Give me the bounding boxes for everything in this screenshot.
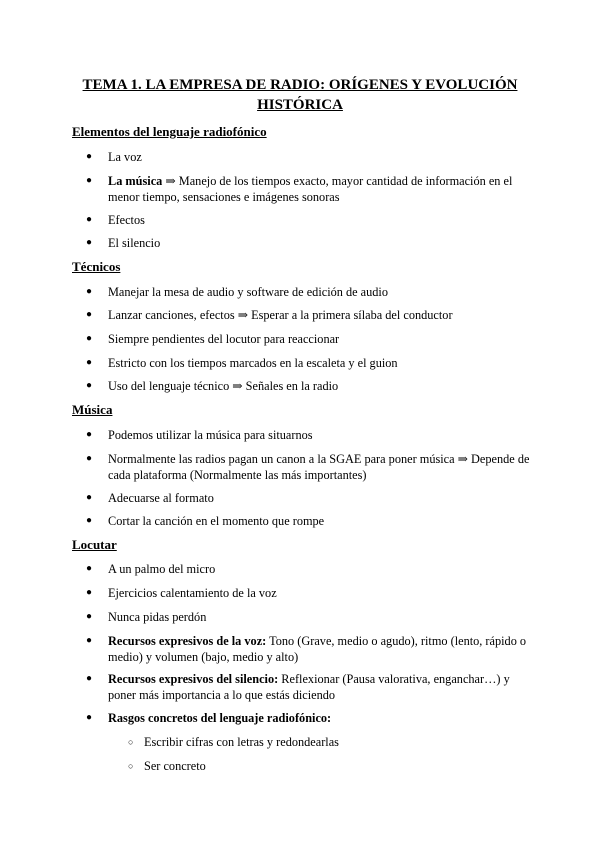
heading-locutar: Locutar xyxy=(72,537,117,552)
bullet-icon: ● xyxy=(86,429,93,440)
list-item-efectos: ● Efectos xyxy=(86,213,145,227)
bullet-icon: ● xyxy=(86,492,93,503)
list-item-recursos-voz: ● Recursos expresivos de la voz: Tono (Grave, medio o agudo), ritmo (lento, rápido o medio) y volumen (bajo, medio y alto) xyxy=(86,634,527,664)
heading-musica: Música xyxy=(72,402,113,417)
document-title-line-1: TEMA 1. LA EMPRESA DE RADIO: ORÍGENES Y EVOLUCIÓN xyxy=(82,77,518,93)
list-item-silencio: ● El silencio xyxy=(86,236,161,250)
list-item: ● Adecuarse al formato xyxy=(86,491,214,505)
list-item-rasgos xyxy=(86,710,536,726)
sub-list-item: ○ Ser concreto xyxy=(128,759,206,773)
document-title xyxy=(60,75,540,115)
heading-tecnicos: Técnicos xyxy=(72,259,121,274)
hollow-bullet-icon: ○ xyxy=(128,737,134,747)
bullet-icon: ● xyxy=(86,453,93,464)
bullet-icon: ● xyxy=(86,380,93,391)
bold-term: Recursos expresivos del silencio: xyxy=(108,672,279,686)
bullet-icon: ● xyxy=(86,587,93,598)
sub-list-item: ○ Escribir cifras con letras y redondearlas xyxy=(128,735,339,749)
list-item: ● Estricto con los tiempos marcados en la escaleta y el guion xyxy=(86,356,398,370)
list-item: ● Ejercicios calentamiento de la voz xyxy=(86,586,277,600)
bold-term: Recursos expresivos de la voz: xyxy=(108,634,267,648)
bullet-icon: ● xyxy=(86,309,93,320)
list-item: ● A un palmo del micro xyxy=(86,562,216,576)
document-title-line-2: HISTÓRICA xyxy=(257,97,343,113)
list-item: ● Uso del lenguaje técnico ⇒ Señales en la radio xyxy=(86,379,339,393)
list-item-recursos-silencio: ● Recursos expresivos del silencio: Reflexionar (Pausa valorativa, enganchar…) y poner más importancia a lo que estás diciendo xyxy=(86,672,510,702)
list-item: ● Cortar la canción en el momento que rompe xyxy=(86,514,325,528)
list-item: ● Nunca pidas perdón xyxy=(86,610,207,624)
list-item: ● Manejar la mesa de audio y software de edición de audio xyxy=(86,285,388,299)
bullet-icon: ● xyxy=(86,214,93,225)
hollow-bullet-icon: ○ xyxy=(128,761,134,771)
bullet-icon: ● xyxy=(86,175,93,186)
bullet-icon: ● xyxy=(86,151,93,162)
heading-elementos: Elementos del lenguaje radiofónico xyxy=(72,124,267,139)
list-item: ● Lanzar canciones, efectos ⇒ Esperar a la primera sílaba del conductor xyxy=(86,308,453,322)
bullet-icon: ● xyxy=(86,333,93,344)
bullet-icon: ● xyxy=(86,712,93,723)
bullet-icon: ● xyxy=(86,237,93,248)
bullet-icon: ● xyxy=(86,611,93,622)
list-item-musica: ● La música ⇒ Manejo de los tiempos exacto, mayor cantidad de información en el menor tiempo, sensaciones e imágenes sonoras xyxy=(86,174,513,204)
list-item: ● Siempre pendientes del locutor para reaccionar xyxy=(86,332,340,346)
list-item: ● Podemos utilizar la música para situarnos xyxy=(86,428,313,442)
list-item-voz: ● La voz xyxy=(86,150,142,164)
bullet-icon: ● xyxy=(86,515,93,526)
bullet-icon: ● xyxy=(86,357,93,368)
list-item: ● Normalmente las radios pagan un canon a la SGAE para poner música ⇒ Depende de cada plataforma (Normalmente las más importantes) xyxy=(86,452,530,482)
bold-term: La música xyxy=(108,174,163,188)
bullet-icon: ● xyxy=(86,635,93,646)
bullet-icon: ● xyxy=(86,673,93,684)
bullet-icon: ● xyxy=(86,286,93,297)
bold-term: Rasgos concretos del lenguaje radiofónico: xyxy=(108,711,332,725)
bullet-icon: ● xyxy=(86,563,93,574)
